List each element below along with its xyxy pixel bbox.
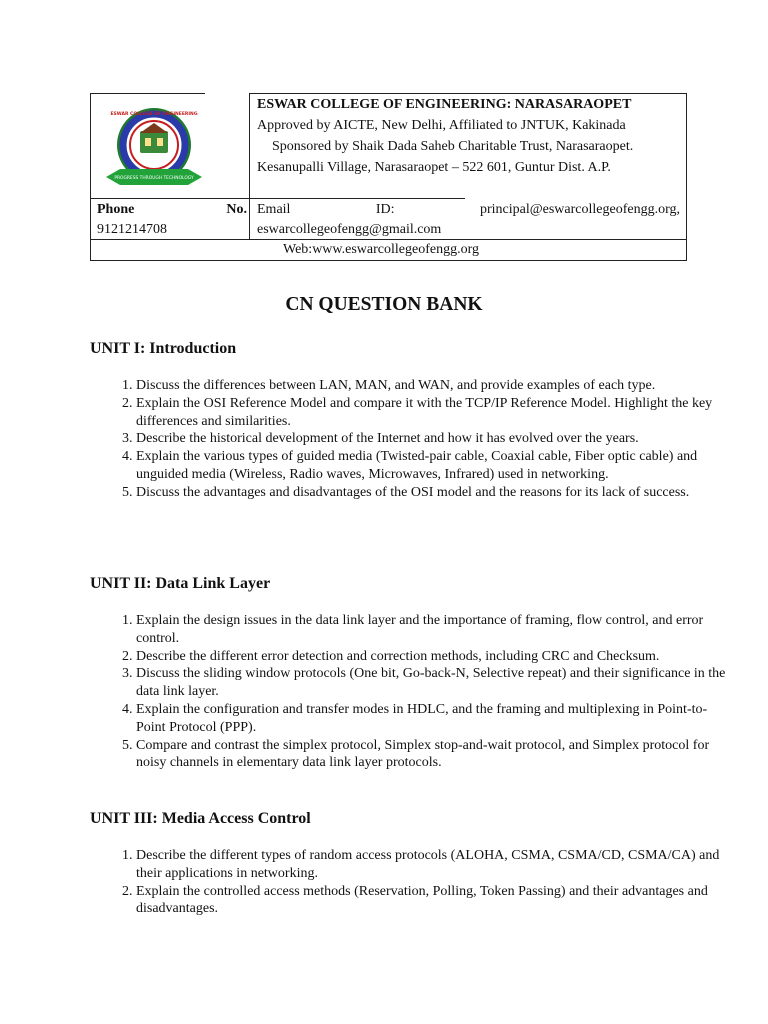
email-id-label: ID: — [375, 202, 395, 217]
college-name: ESWAR COLLEGE OF ENGINEERING: NARASARAOPET — [257, 97, 632, 112]
sponsor-line: Sponsored by Shaik Dada Saheb Charitable Trust, Narasaraopet. — [272, 139, 634, 154]
unit-2-question-list — [90, 612, 736, 772]
question-item: 2. Explain the controlled access methods (Reservation, Polling, Token Passing) and their advantages and disadvantages. — [136, 883, 736, 919]
question-item: 5. Discuss the advantages and disadvantages of the OSI model and the reasons for its lack of success. — [136, 484, 736, 502]
page-title: CN QUESTION BANK — [285, 294, 483, 315]
web-cell — [90, 240, 687, 260]
phone-no-label: No. — [226, 202, 247, 217]
question-item: 1. Describe the different types of random access protocols (ALOHA, CSMA, CSMA/CD, CSMA/CA) and their applications in networking. — [136, 847, 736, 883]
logo-banner-text: PROGRESS THROUGH TECHNOLOGY — [114, 176, 194, 181]
email-cell — [257, 200, 680, 240]
unit-1-heading: UNIT I: Introduction — [90, 340, 237, 357]
question-item: 1. Explain the design issues in the data link layer and the importance of framing, flow control, and error control. — [136, 612, 736, 648]
college-logo — [100, 105, 208, 191]
letterhead-border-h1-right — [249, 198, 465, 199]
question-item: 5. Compare and contrast the simplex protocol, Simplex stop-and-wait protocol, and Simplex protocol for noisy channels in elementary data link layer protocols. — [136, 737, 736, 773]
letterhead-border-right — [686, 93, 687, 261]
address-line: Kesanupalli Village, Narasaraopet – 522 601, Guntur Dist. A.P. — [257, 160, 611, 175]
logo-ring-text: ESWAR COLLEGE OF ENGINEERING — [110, 112, 198, 117]
email-primary[interactable]: principal@eswarcollegeofengg.org, — [479, 202, 680, 217]
question-item: 1. Discuss the differences between LAN, MAN, and WAN, and provide examples of each type. — [136, 377, 736, 395]
unit-2-heading: UNIT II: Data Link Layer — [90, 575, 271, 592]
question-item: 3. Describe the historical development of the Internet and how it has evolved over the years. — [136, 430, 736, 448]
approval-line: Approved by AICTE, New Delhi, Affiliated to JNTUK, Kakinada — [257, 118, 626, 133]
unit-3-question-list — [90, 847, 736, 918]
unit-1-question-list — [90, 377, 736, 502]
question-item: 2. Describe the different error detection and correction methods, including CRC and Checksum. — [136, 648, 736, 666]
question-item: 3. Discuss the sliding window protocols (One bit, Go-back-N, Selective repeat) and their significance in the data link layer. — [136, 665, 736, 701]
website-link[interactable]: Web:www.eswarcollegeofengg.org — [283, 242, 479, 257]
question-item: 2. Explain the OSI Reference Model and compare it with the TCP/IP Reference Model. Highlight the key differences and similarities. — [136, 395, 736, 431]
email-row — [257, 200, 680, 220]
question-item: 4. Explain the various types of guided media (Twisted-pair cable, Coaxial cable, Fiber optic cable) and unguided media (Wireless, Radio waves, Microwaves, Infrared) used in networking. — [136, 448, 736, 484]
question-item: 4. Explain the configuration and transfer modes in HDLC, and the framing and multiplexing in Point-to-Point Protocol (PPP). — [136, 701, 736, 737]
letterhead-border-top-left — [90, 93, 205, 94]
college-info — [257, 94, 633, 178]
letterhead-border-bottom — [90, 260, 687, 261]
unit-3-heading: UNIT III: Media Access Control — [90, 810, 311, 827]
letterhead-border-middle — [249, 93, 250, 240]
letterhead-border-left — [90, 93, 91, 261]
phone-cell — [97, 200, 247, 240]
letterhead-border-h1-left — [90, 198, 249, 199]
letterhead-table — [90, 93, 687, 261]
phone-label: Phone — [97, 202, 135, 217]
phone-number: 9121214708 — [97, 222, 167, 237]
email-secondary[interactable]: eswarcollegeofengg@gmail.com — [257, 222, 442, 237]
phone-label-row — [97, 200, 247, 220]
email-label: Email — [257, 202, 291, 217]
